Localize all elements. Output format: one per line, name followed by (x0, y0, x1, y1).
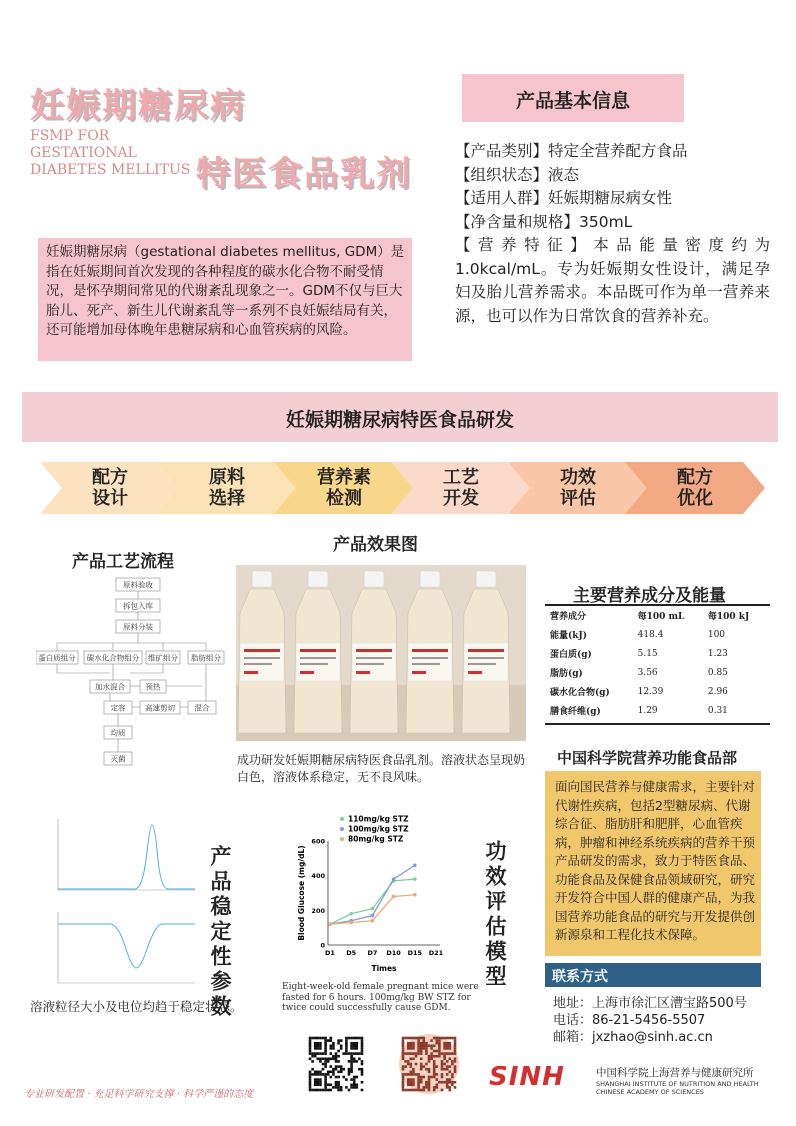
table-header-row (547, 606, 768, 625)
table-header-cell: 每100 kJ (707, 612, 750, 622)
table-cell: 能量(kJ) (550, 631, 588, 641)
step-label: 原料 选择 (209, 467, 245, 509)
data-point (371, 907, 375, 911)
data-point (371, 914, 375, 918)
data-point (392, 895, 396, 899)
step-label: 配方 设计 (92, 467, 128, 509)
x-tick-label: D21 (428, 949, 444, 957)
table-header-cell: 营养成分 (550, 612, 587, 622)
y-tick-label: 200 (311, 906, 325, 915)
data-point (392, 877, 396, 881)
info-state: 【组织状态】液态 (455, 165, 580, 184)
product-photo (236, 565, 526, 741)
institute-name-en: SHANGHAI INSTITUTE OF NUTRITION AND HEALTH CHINESE ACADEMY OF SCIENCES (596, 1080, 759, 1096)
intro-text: 妊娠期糖尿病（gestational diabetes mellitus, GDM）是指在妊娠期间首次发现的各种程度的碳水化合物不耐受情况，是怀孕期间常见的代谢紊乱现象之一。GDM不仅与巨大胎儿、死产、新生儿代谢紊乱等一系列不良妊娠结局有关，还可能增加母体晚年患糖尿病和心血管疾病的风险。 (46, 244, 405, 338)
table-row (547, 644, 768, 663)
qr-code-wechat (305, 1033, 367, 1095)
table-cell: 12.39 (637, 686, 664, 697)
contact-email: 邮箱：jxzhao@sinh.ac.cn (553, 1030, 713, 1045)
contact-title: 联系方式 (552, 969, 608, 985)
y-tick-label: 600 (311, 837, 325, 846)
flow-node-label: 预热 (145, 682, 161, 692)
contact-info (553, 995, 747, 1046)
x-tick-label: D15 (407, 949, 423, 957)
flow-node-label: 加水混合 (95, 682, 125, 692)
y-axis-label: Blood Glucose (mg/dL) (297, 845, 306, 941)
flow-node-label: 原料分装 (123, 622, 153, 632)
dept-text: 面向国民营养与健康需求，主要针对代谢性疾病，包括2型糖尿病、代谢综合征、脂肪肝和肥胖，心血管疾病，肿瘤和神经系统疾病的营养干预产品研发的需求，致力于特医食品、功能食品及保健食品领域研究，研究开发符合中国人群的健康产品，为我国营养功能食品的研究与开发提供创新源泉和工程化技术保障。 (555, 779, 756, 942)
x-tick-label: D1 (325, 949, 335, 957)
table-cell: 1.23 (707, 648, 728, 659)
qr-code-mini-program (398, 1033, 460, 1095)
legend-label: 110mg/kg STZ (348, 815, 409, 824)
zeta-potential-plot (30, 908, 200, 993)
table-cell: 418.4 (637, 629, 664, 640)
flow-node-label: 定容 (110, 703, 126, 713)
info-volume: 【净含量和规格】350mL (455, 212, 633, 231)
dept-title: 中国科学院营养功能食品部 (557, 749, 738, 767)
particle-size-plot (30, 815, 200, 900)
flow-node-label: 灭菌 (110, 754, 126, 764)
info-population: 【适用人群】妊娠期糖尿病女性 (455, 189, 673, 207)
table-cell: 3.56 (637, 667, 658, 678)
table-cell: 脂肪(g) (550, 669, 583, 679)
product-bottles-image (236, 565, 526, 741)
table-cell: 0.31 (707, 705, 728, 716)
table-cell: 100 (707, 629, 726, 640)
legend-marker (340, 817, 344, 821)
table-row (547, 701, 768, 720)
info-category: 【产品类别】特定全营养配方食品 (455, 142, 688, 160)
data-point (413, 877, 417, 881)
flow-node-label: 脂肪组分 (191, 653, 221, 663)
data-point (413, 863, 417, 867)
step-label: 工艺 开发 (443, 467, 479, 509)
institute-name-cn: 中国科学院上海营养与健康研究所 (596, 1067, 754, 1079)
flow-node-label: 蛋白质组分 (38, 653, 76, 663)
y-tick-label: 400 (311, 872, 325, 881)
page-title: 妊娠期糖尿病 (30, 86, 246, 126)
flow-node-label: 均质 (110, 728, 126, 738)
table-row (547, 625, 768, 644)
english-title: FSMP FOR GESTATIONAL DIABETES MELLITUS (30, 128, 191, 178)
footer-slogan: 专业研发配置 · 充足科学研究支撑 · 科学严谨的态度 (24, 1089, 254, 1100)
legend-marker (340, 837, 344, 841)
glucose-chart (280, 815, 448, 980)
sinh-logo: SINH (489, 1062, 565, 1092)
legend-marker (340, 827, 344, 831)
table-cell: 1.29 (637, 705, 658, 716)
process-title: 产品工艺流程 (72, 552, 174, 572)
data-point (328, 922, 332, 926)
table-cell: 膳食纤维(g) (550, 707, 601, 717)
flow-node-label: 原料验收 (123, 580, 153, 590)
nutrition-title: 主要营养成分及能量 (573, 586, 726, 606)
section-banner-title: 妊娠期糖尿病特医食品研发 (285, 409, 514, 431)
table-row (547, 663, 768, 682)
table-header-cell: 每100 mL (637, 612, 685, 622)
table-cell: 0.85 (707, 667, 728, 678)
stability-caption: 溶液粒径大小及电位均趋于稳定状态。 (30, 999, 243, 1014)
contact-address: 地址：上海市徐汇区漕宝路500号 (553, 996, 747, 1011)
table-cell: 蛋白质(g) (550, 650, 592, 660)
info-feature: 【营养特征】本品能量密度约为1.0kcal/mL。专为妊娠期女性设计，满足孕妇及胎儿营养需求。本品既可作为单一营养来源，也可以作为日常饮食的营养补充。 (455, 236, 770, 325)
flow-node-label: 碳水化合物组分 (86, 653, 140, 663)
flow-node-label: 维矿组分 (148, 653, 178, 663)
step-label: 营养素 检测 (317, 467, 371, 509)
photo-title: 产品效果图 (333, 535, 418, 555)
basic-info-list (455, 140, 770, 328)
stability-title: 产品稳定性参数 (208, 845, 232, 1020)
basic-info-title: 产品基本信息 (515, 90, 630, 112)
table-cell: 5.15 (637, 648, 658, 659)
legend-label: 100mg/kg STZ (348, 824, 409, 834)
y-tick-label: 0 (320, 941, 325, 950)
step-label: 功效 评估 (560, 467, 596, 509)
x-tick-label: D7 (367, 949, 378, 957)
nutrition-table (547, 606, 768, 720)
flow-node-label: 拆包入库 (123, 601, 153, 611)
x-tick-label: D10 (386, 949, 401, 957)
table-cell: 碳水化合物(g) (550, 688, 610, 698)
series-line (330, 879, 415, 924)
legend-label: 80mg/kg STZ (348, 834, 404, 844)
model-caption: Eight-week-old female pregnant mice were fasted for 6 hours. 100mg/kg BW STZ for twice could successfully cause GDM. (282, 982, 479, 1013)
x-tick-label: D5 (346, 949, 357, 957)
table-row (547, 682, 768, 701)
process-flowchart (36, 575, 236, 770)
model-title: 功效评估模型 (483, 840, 507, 990)
flow-node-label: 高速剪切 (145, 703, 175, 713)
flow-node-label: 混合 (194, 703, 210, 713)
step-label: 配方 优化 (677, 467, 713, 509)
data-point (349, 912, 353, 916)
photo-caption: 成功研发妊娠期糖尿病特医食品乳剂。溶液状态呈现奶白色，溶液体系稳定，无不良风味。 (237, 753, 526, 784)
data-point (349, 921, 353, 925)
contact-phone: 电话：86-21-5456-5507 (553, 1013, 706, 1028)
data-point (371, 919, 375, 923)
page-subtitle: 特医食品乳剂 (196, 154, 412, 194)
data-point (413, 893, 417, 897)
x-axis-label: Times (371, 964, 397, 973)
table-cell: 2.96 (707, 686, 728, 697)
